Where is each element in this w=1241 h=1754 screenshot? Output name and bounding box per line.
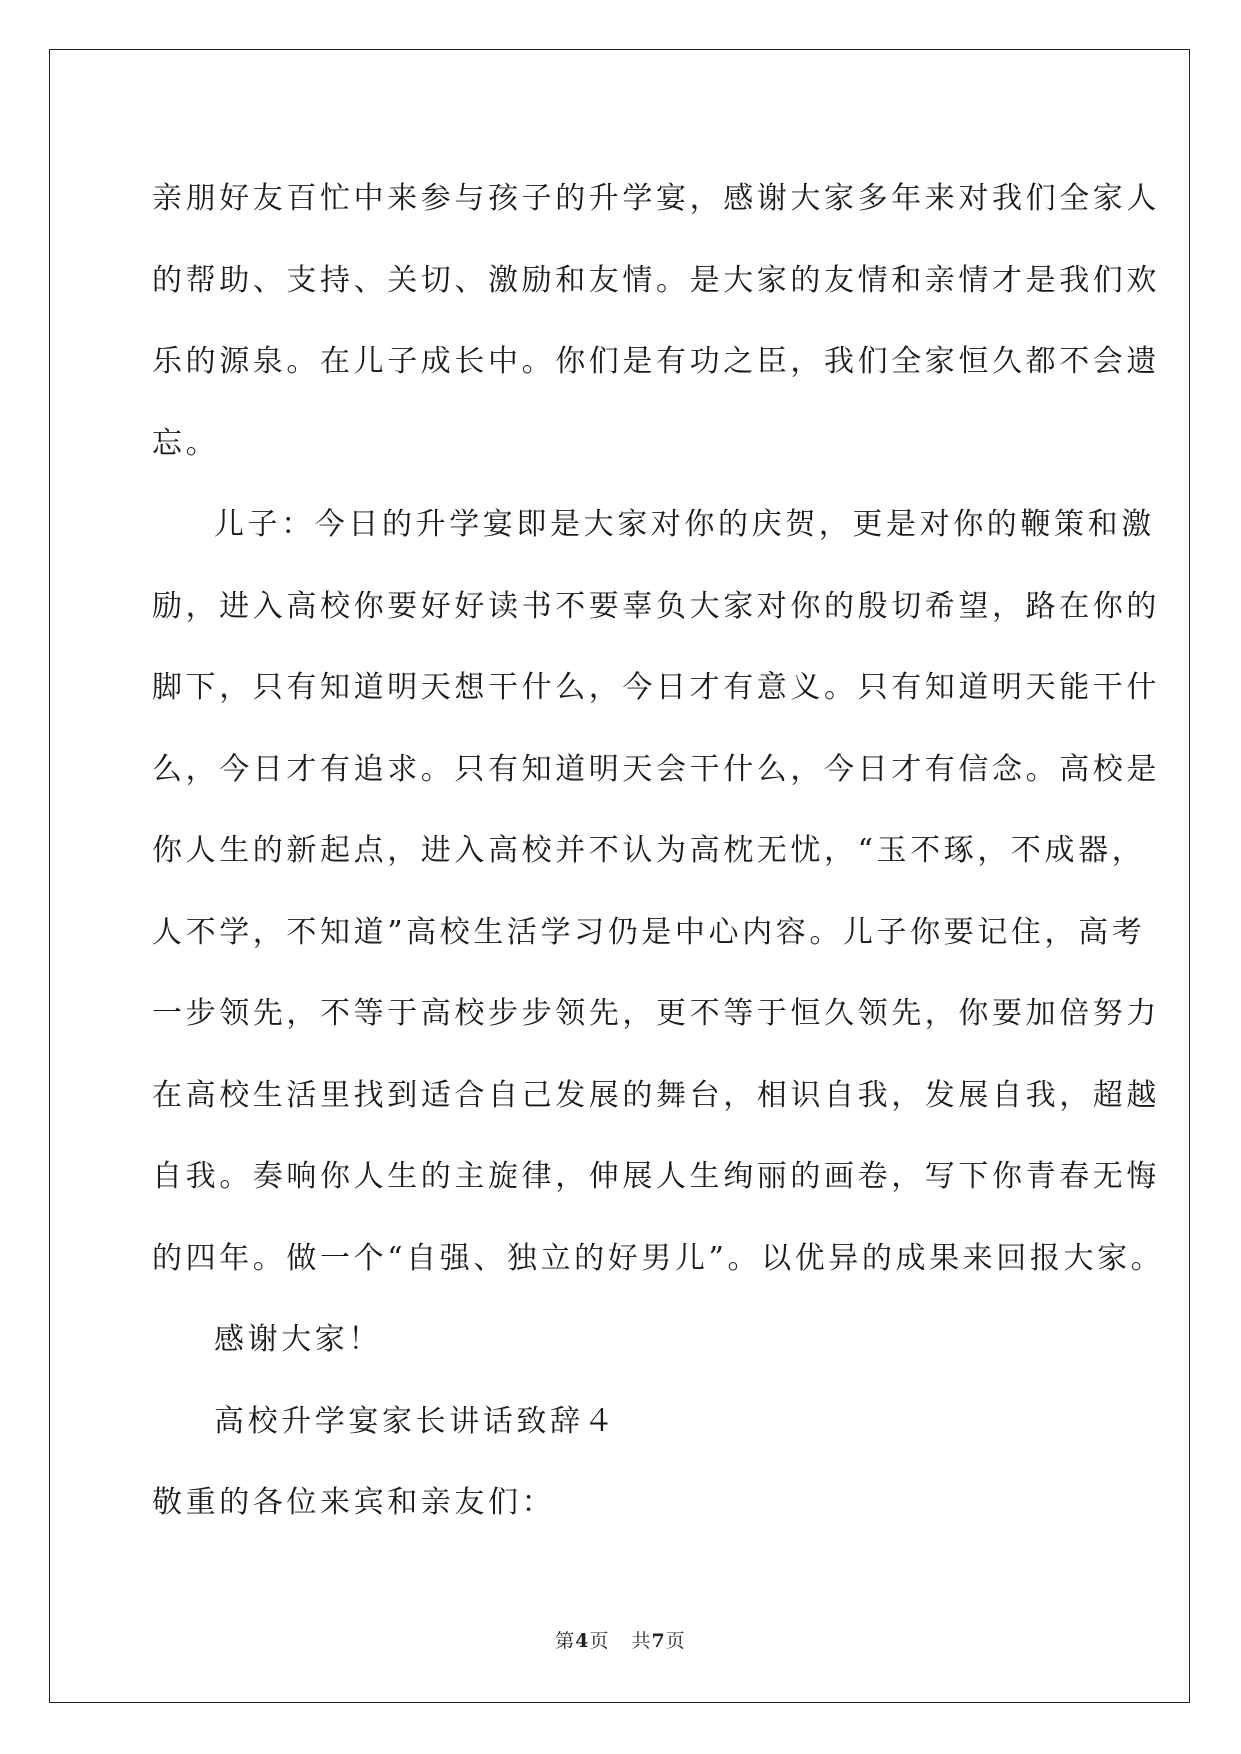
text-line: 高校升学宴家长讲话致辞４ xyxy=(214,1403,618,1439)
text-line: 的四年。做一个“自强、独立的好男儿”。以优异的成果来回报大家。 xyxy=(152,1240,1165,1276)
section-heading xyxy=(152,1381,1092,1463)
total-prefix: 共 xyxy=(631,1630,652,1652)
text-line: 亲朋好友百忙中来参与孩子的升学宴，感谢大家多年来对我们全家人 xyxy=(152,181,1160,216)
salutation xyxy=(152,1462,1092,1544)
text-line: 自我。奏响你人生的主旋律，伸展人生绚丽的画卷，写下你青春无悔 xyxy=(152,1159,1160,1194)
paragraph-1 xyxy=(152,158,1160,484)
text-line: 你人生的新起点，进入高校并不认为高枕无忧，“玉不琢，不成器， xyxy=(152,833,1146,868)
page-current: 4 xyxy=(575,1630,590,1652)
text-line: 么，今日才有追求。只有知道明天会干什么，今日才有信念。高校是 xyxy=(152,751,1160,787)
text-line: 励，进入高校你要好好读书不要辜负大家对你的殷切希望，路在你的 xyxy=(152,588,1160,624)
text-line: 乐的源泉。在儿子成长中。你们是有功之臣，我们全家恒久都不会遗 xyxy=(152,344,1160,379)
total-suffix: 页 xyxy=(665,1630,686,1652)
page-footer xyxy=(0,1626,1241,1653)
text-line: 感谢大家！ xyxy=(214,1322,382,1357)
text-line: 一步领先，不等于高校步步领先，更不等于恒久领先，你要加倍努力 xyxy=(152,996,1160,1031)
page-total: 7 xyxy=(651,1630,666,1652)
text-line: 脚下，只有知道明天想干什么，今日才有意义。只有知道明天能干什 xyxy=(152,670,1160,705)
document-body xyxy=(152,158,1165,1544)
text-line: 忘。 xyxy=(152,425,220,461)
paragraph-2 xyxy=(152,484,1165,1299)
text-line: 的帮助、支持、关切、激励和友情。是大家的友情和亲情才是我们欢 xyxy=(152,262,1160,298)
text-line: 在高校生活里找到适合自己发展的舞台，相识自我，发展自我，超越 xyxy=(152,1077,1160,1113)
text-line: 儿子：今日的升学宴即是大家对你的庆贺，更是对你的鞭策和激 xyxy=(214,507,1155,542)
text-line: 人不学，不知道”高校生活学习仍是中心内容。儿子你要记住，高考 xyxy=(152,914,1146,950)
page-suffix: 页 xyxy=(589,1630,610,1652)
text-line: 敬重的各位来宾和亲友们： xyxy=(152,1485,556,1520)
page-prefix: 第 xyxy=(555,1630,576,1652)
paragraph-thanks xyxy=(152,1299,1092,1381)
